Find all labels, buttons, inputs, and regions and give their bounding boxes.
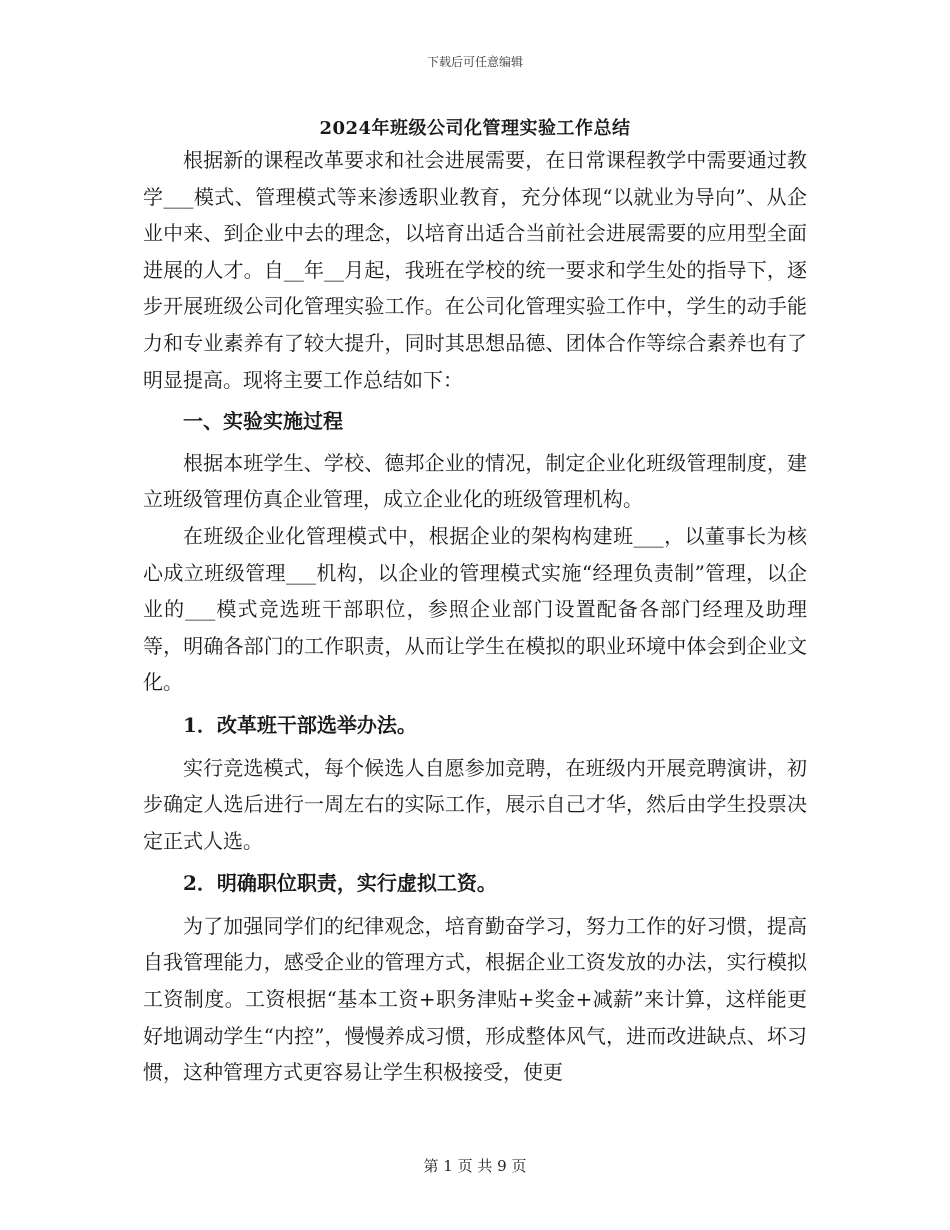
subheading-election-reform: 1．改革班干部选举办法。 (183, 712, 417, 737)
page-header-note: 下载后可任意编辑 (426, 55, 523, 69)
paragraph-election: 实行竞选模式，每个候选人自愿参加竞聘，在班级内开展竞聘演讲，初步确定人选后进行一周左右的实际工作，展示自己才华，然后由学生投票决定正式人选。 (143, 755, 807, 853)
document-body (143, 142, 807, 1091)
document-title: 2024年班级公司化管理实验工作总结 (319, 118, 631, 139)
section-paragraph-system: 根据本班学生、学校、德邦企业的情况，制定企业化班级管理制度，建立班级管理仿真企业管理，成立企业化的班级管理机构。 (143, 450, 807, 512)
section-paragraph-structure: 在班级企业化管理模式中，根据企业的架构构建班___，以董事长为核心成立班级管理___机构，以企业的管理模式实施“经理负责制”管理，以企业的___模式竞选班干部职位，参照企业部门设置配备各部门经理及助理等，明确各部门的工作职责，从而让学生在模拟的职业环境中体会到企业文化。 (143, 523, 807, 695)
paragraph-salary: 为了加强同学们的纪律观念，培育勤奋学习，努力工作的好习惯，提高自我管理能力，感受企业的管理方式，根据企业工资发放的办法，实行模拟工资制度。工资根据“基本工资+职务津贴+奖金+减薪”来计算，这样能更好地调动学生“内控”，慢慢养成习惯，形成整体风气，进而改进缺点、坏习惯，这种管理方式更容易让学生积极接受，使更 (143, 913, 807, 1085)
page-number-footer: 第 1 页 共 9 页 (423, 1157, 527, 1175)
section-heading-process: 一、实验实施过程 (183, 409, 343, 434)
subheading-virtual-salary: 2．明确职位职责，实行虚拟工资。 (183, 871, 497, 896)
intro-paragraph: 根据新的课程改革要求和社会进展需要，在日常课程教学中需要通过教学___模式、管理模式等来渗透职业教育，充分体现“以就业为导向”、从企业中来、到企业中去的理念，以培育出适合当前社会进展需要的应用型全面进展的人才。自__年__月起，我班在学校的统一要求和学生处的指导下，逐步开展班级公司化管理实验工作。在公司化管理实验工作中，学生的动手能力和专业素养有了较大提升，同时其思想品德、团体合作等综合素养也有了明显提高。现将主要工作总结如下： (143, 148, 807, 392)
